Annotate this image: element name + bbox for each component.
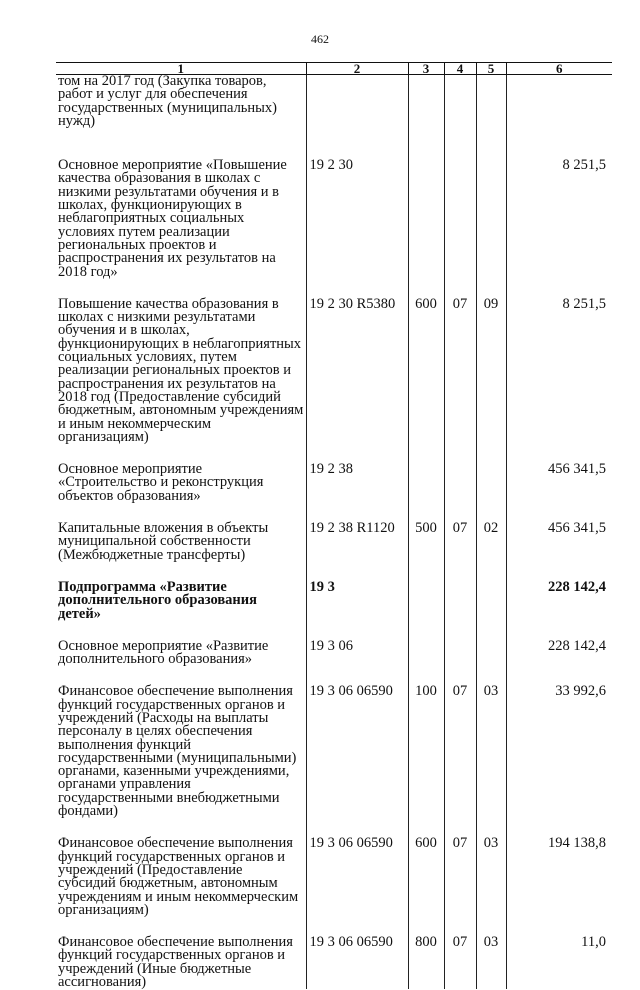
row-description: Подпрограмма «Развитие дополнительного образования детей» bbox=[58, 578, 257, 622]
row-target-code: 19 2 38 bbox=[306, 463, 408, 522]
row-target-code: 19 2 30 bbox=[306, 159, 408, 298]
row-target-code: 19 3 06 06590 bbox=[306, 685, 408, 837]
row-section bbox=[444, 75, 476, 160]
table-row bbox=[56, 640, 612, 686]
row-target-code: 19 3 06 06590 bbox=[306, 837, 408, 936]
row-description: Повышение качества образования в школах с низкими результатами обучения и в школах, функционирующих в неблагоприятных социальных условиях, путем реализации региональных проектов и распространения их результатов на 2018 год (Предоставление субсидий бюджетным, автономным учреждениям и иным некоммерческим организациям) bbox=[58, 295, 304, 445]
row-subsection: 09 bbox=[476, 298, 506, 463]
row-expense-type bbox=[408, 75, 444, 160]
header-col-5: 5 bbox=[476, 63, 506, 75]
table-row bbox=[56, 936, 612, 989]
row-amount: 194 138,8 bbox=[506, 837, 612, 936]
table-row bbox=[56, 298, 612, 463]
table-row bbox=[56, 159, 612, 298]
row-amount: 11,0 bbox=[506, 936, 612, 989]
row-description: Финансовое обеспечение выполнения функций государственных органов и учреждений (Предоставление субсидий бюджетным, автономным учреждениям и иным некоммерческим организациям) bbox=[58, 835, 299, 918]
row-subsection: 03 bbox=[476, 936, 506, 989]
row-subsection bbox=[476, 640, 506, 686]
row-description: Основное мероприятие «Развитие дополнительного образования» bbox=[58, 637, 269, 668]
row-expense-type: 100 bbox=[408, 685, 444, 837]
row-amount: 8 251,5 bbox=[506, 159, 612, 298]
table-row bbox=[56, 581, 612, 640]
row-subsection bbox=[476, 463, 506, 522]
row-subsection bbox=[476, 75, 506, 160]
row-expense-type: 600 bbox=[408, 837, 444, 936]
row-description: Финансовое обеспечение выполнения функций государственных органов и учреждений (Иные бюджетные ассигнования) bbox=[58, 934, 293, 990]
row-amount: 228 142,4 bbox=[506, 640, 612, 686]
table-row bbox=[56, 463, 612, 522]
row-description: Основное мероприятие «Повышение качества образования в школах с низкими результатами обучения и в школах, функционирующих в неблагоприятных социальных условиях путем реализации региональных проектов и распространения их результатов на 2018 год» bbox=[58, 157, 287, 280]
row-section: 07 bbox=[444, 522, 476, 581]
row-expense-type bbox=[408, 463, 444, 522]
row-target-code: 19 3 06 bbox=[306, 640, 408, 686]
row-section: 07 bbox=[444, 936, 476, 989]
row-amount: 8 251,5 bbox=[506, 298, 612, 463]
row-section bbox=[444, 159, 476, 298]
row-description: Финансовое обеспечение выполнения функций государственных органов и учреждений (Расходы на выплаты персоналу в целях обеспечения выполнения функций государственными (муниципальными) органами, казенными учреждениями, органами управления государственными внебюджетными фондами) bbox=[58, 683, 297, 820]
table-body bbox=[56, 75, 612, 990]
row-amount bbox=[506, 75, 612, 160]
row-amount: 456 341,5 bbox=[506, 522, 612, 581]
row-target-code: 19 3 bbox=[306, 581, 408, 640]
row-description: Капитальные вложения в объекты муниципальной собственности (Межбюджетные трансферты) bbox=[58, 520, 269, 563]
row-expense-type bbox=[408, 159, 444, 298]
row-description: том на 2017 год (Закупка товаров, работ и услуг для обеспечения государственных (муниципальных) нужд) bbox=[58, 73, 277, 129]
row-description: Основное мероприятие «Строительство и реконструкция объектов образования» bbox=[58, 461, 264, 504]
row-subsection: 03 bbox=[476, 685, 506, 837]
row-expense-type bbox=[408, 581, 444, 640]
header-col-4: 4 bbox=[444, 63, 476, 75]
page-number: 462 bbox=[311, 32, 329, 46]
row-section bbox=[444, 581, 476, 640]
header-col-3: 3 bbox=[408, 63, 444, 75]
table-row bbox=[56, 522, 612, 581]
row-target-code: 19 3 06 06590 bbox=[306, 936, 408, 989]
row-section: 07 bbox=[444, 837, 476, 936]
table-row bbox=[56, 685, 612, 837]
row-subsection bbox=[476, 581, 506, 640]
row-subsection: 02 bbox=[476, 522, 506, 581]
row-subsection: 03 bbox=[476, 837, 506, 936]
header-col-6: 6 bbox=[506, 63, 612, 75]
header-col-1: 1 bbox=[56, 63, 306, 75]
row-target-code bbox=[306, 75, 408, 160]
table-row bbox=[56, 837, 612, 936]
budget-table bbox=[56, 62, 612, 989]
row-target-code: 19 2 30 R5380 bbox=[306, 298, 408, 463]
row-expense-type: 600 bbox=[408, 298, 444, 463]
row-section: 07 bbox=[444, 685, 476, 837]
row-amount: 228 142,4 bbox=[506, 581, 612, 640]
table-row bbox=[56, 75, 612, 160]
row-target-code: 19 2 38 R1120 bbox=[306, 522, 408, 581]
row-subsection bbox=[476, 159, 506, 298]
row-expense-type: 800 bbox=[408, 936, 444, 989]
row-section: 07 bbox=[444, 298, 476, 463]
row-section bbox=[444, 640, 476, 686]
row-expense-type bbox=[408, 640, 444, 686]
row-expense-type: 500 bbox=[408, 522, 444, 581]
row-amount: 456 341,5 bbox=[506, 463, 612, 522]
row-section bbox=[444, 463, 476, 522]
header-col-2: 2 bbox=[306, 63, 408, 75]
row-amount: 33 992,6 bbox=[506, 685, 612, 837]
